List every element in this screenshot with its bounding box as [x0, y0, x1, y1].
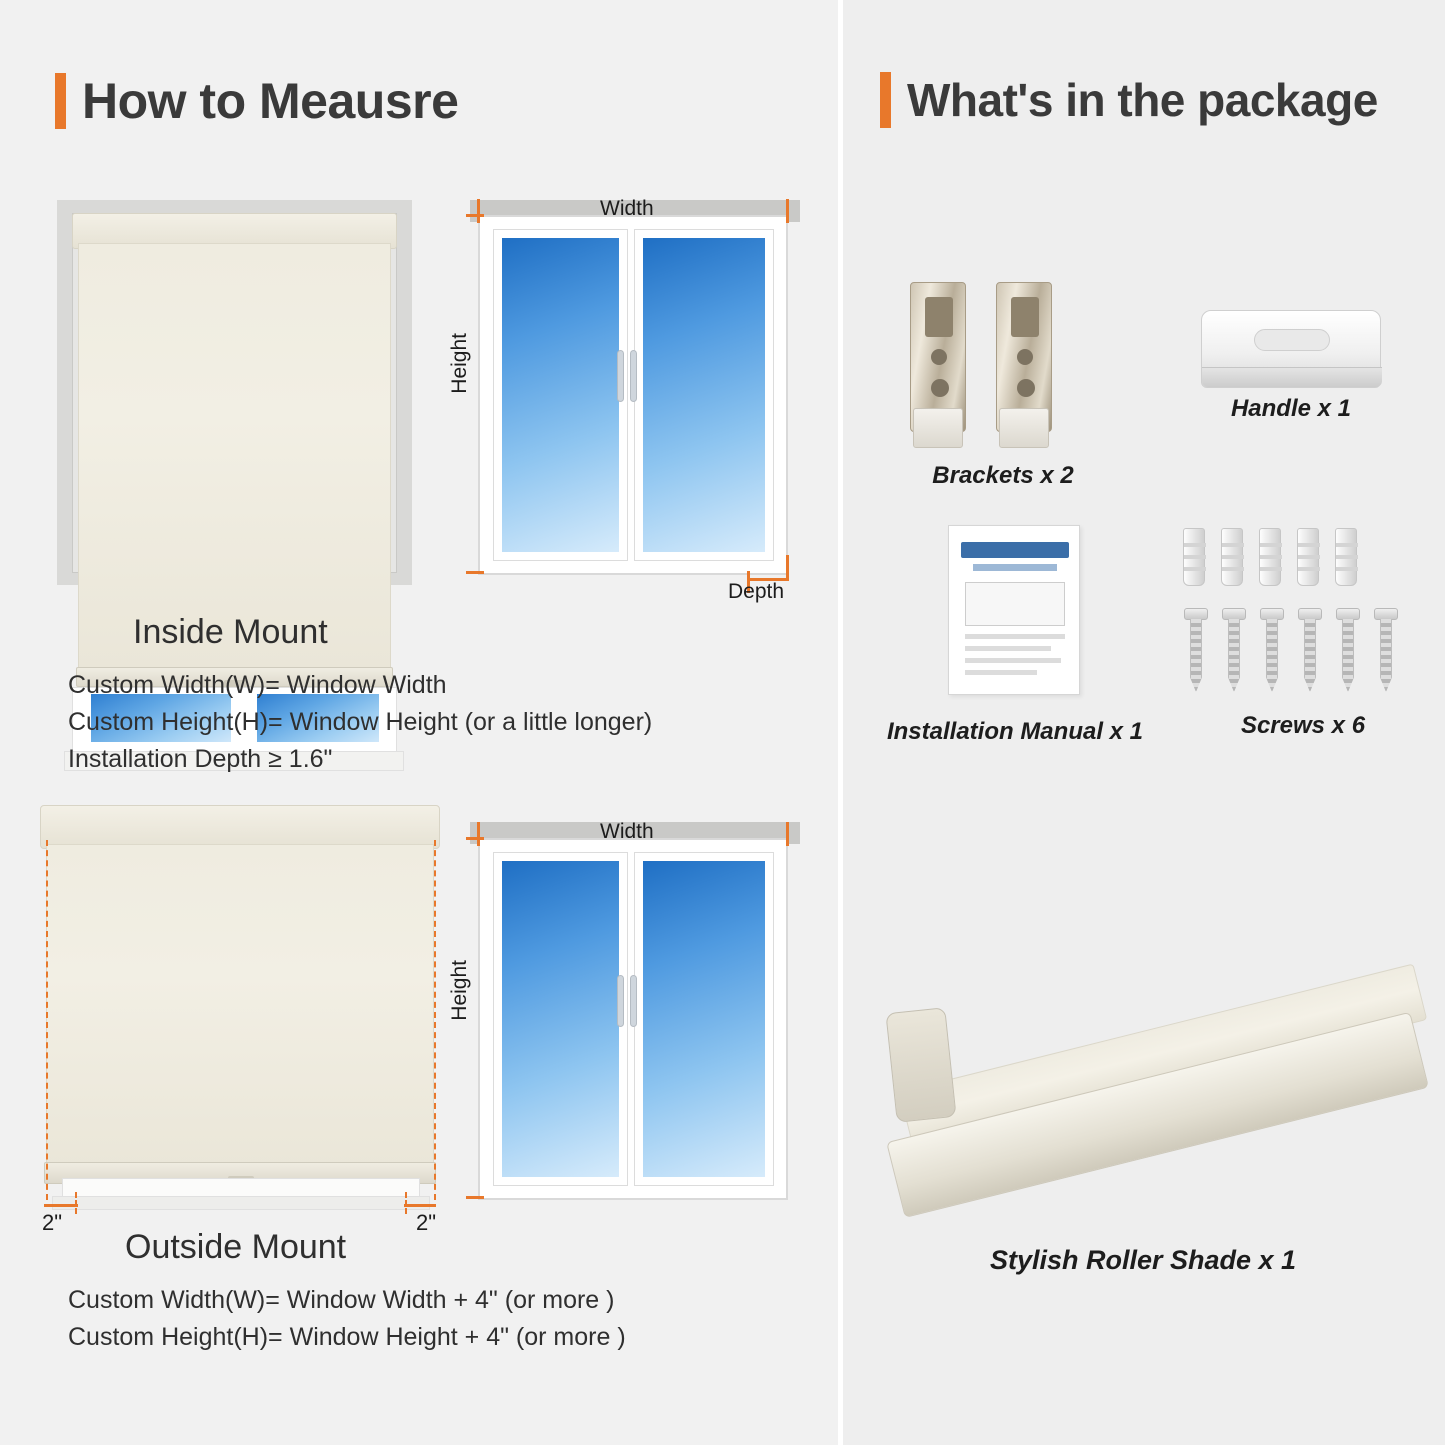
manual-caption: Installation Manual x 1 — [886, 718, 1144, 745]
outside-height-label: Height — [448, 960, 471, 1021]
outside-mount-title: Outside Mount — [125, 1228, 347, 1266]
handle-caption: Handle x 1 — [1230, 395, 1352, 422]
product-caption: Stylish Roller Shade x 1 — [989, 1245, 1297, 1275]
outside-mount-block — [0, 800, 838, 1380]
installation-manual-illustration — [948, 525, 1080, 695]
screws-caption: Screws x 6 — [1240, 712, 1366, 739]
roller-shade-product-illustration — [843, 840, 1445, 1260]
package-title: What's in the package — [907, 74, 1378, 126]
how-to-measure-heading — [55, 72, 458, 130]
outside-mount-specs — [68, 1282, 626, 1356]
inside-spec-line-1: Custom Width(W)= Window Width — [68, 671, 447, 699]
inside-depth-label: Depth — [728, 580, 785, 603]
package-contents-panel — [843, 0, 1445, 1445]
package-heading — [880, 72, 1378, 128]
inside-mount-title: Inside Mount — [133, 613, 328, 651]
inside-height-label: Height — [448, 333, 471, 394]
outside-width-label: Width — [600, 820, 654, 843]
inside-width-label: Width — [600, 197, 654, 220]
inside-mount-block — [0, 185, 838, 785]
accent-bar-right — [880, 72, 891, 128]
how-to-measure-title: How to Meausre — [82, 73, 459, 129]
outside-spec-line-1: Custom Width(W)= Window Width + 4" (or more ) — [68, 1286, 615, 1314]
inside-mount-specs — [68, 667, 652, 778]
outside-left-margin-label: 2" — [42, 1210, 63, 1235]
brackets-caption: Brackets x 2 — [932, 462, 1074, 489]
inside-spec-line-3: Installation Depth ≥ 1.6" — [68, 745, 333, 773]
inside-spec-line-2: Custom Height(H)= Window Height (or a little longer) — [68, 708, 653, 736]
outside-right-margin-label: 2" — [416, 1210, 437, 1235]
outside-spec-line-2: Custom Height(H)= Window Height + 4" (or more ) — [68, 1323, 626, 1351]
accent-bar — [55, 73, 66, 129]
